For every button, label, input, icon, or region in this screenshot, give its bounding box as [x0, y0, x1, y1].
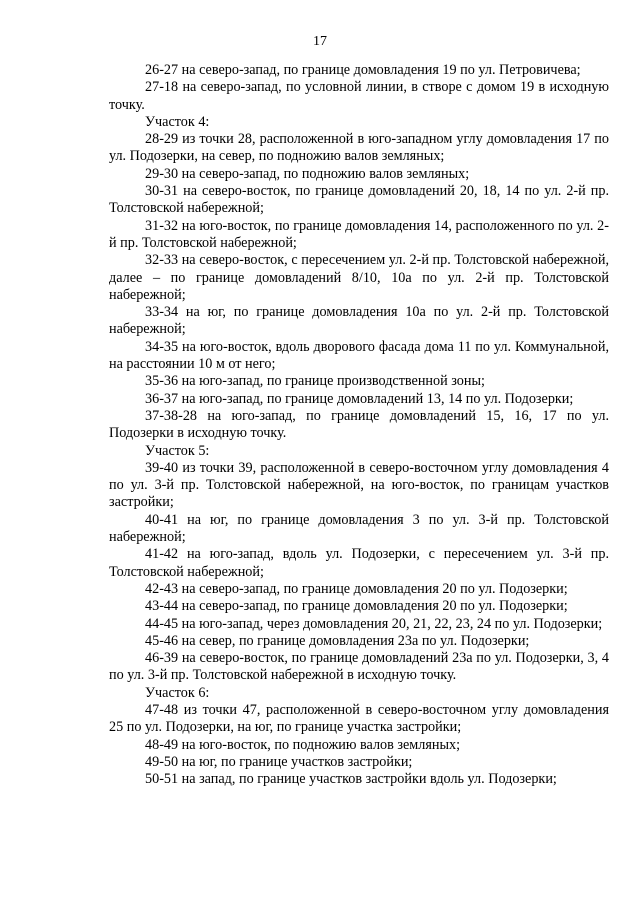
paragraph: Участок 4:: [145, 113, 210, 130]
paragraph: 37-38-28 на юго-запад, по границе домовладений 15, 16, 17 по ул. Подозерки в исходную точку.: [109, 407, 609, 442]
paragraph: 26-27 на северо-запад, по границе домовладения 19 по ул. Петровичева;: [145, 62, 581, 78]
paragraph: 40-41 на юг, по границе домовладения 3 по ул. 3-й пр. Толстовской набережной;: [109, 511, 609, 546]
paragraph: 31-32 на юго-восток, по границе домовладения 14, расположенного по ул. 2-й пр. Толстовской набережной;: [109, 217, 609, 251]
paragraph: 29-30 на северо-запад, по подножию валов земляных;: [145, 165, 470, 182]
paragraph: 49-50 на юг, по границе участков застройки;: [145, 753, 413, 770]
paragraph: 43-44 на северо-запад, по границе домовладения 20 по ул. Подозерки;: [145, 598, 568, 615]
paragraph: 48-49 на юго-восток, по подножию валов земляных;: [145, 736, 461, 753]
paragraph: 34-35 на юго-восток, вдоль дворового фасада дома 11 по ул. Коммунальной, на расстоянии 10 м от него;: [109, 338, 609, 373]
paragraph: 41-42 на юго-запад, вдоль ул. Подозерки, с пересечением ул. 3-й пр. Толстовской набережной;: [109, 546, 609, 580]
paragraph: 46-39 на северо-восток, по границе домовладений 23а по ул. Подозерки, 3, 4 по ул. 3-й пр. Толстовской набережной в исходную точку.: [109, 650, 609, 684]
paragraph: 42-43 на северо-запад, по границе домовладения 20 по ул. Подозерки;: [145, 580, 568, 597]
paragraph: 50-51 на запад, по границе участков застройки вдоль ул. Подозерки;: [145, 771, 557, 788]
paragraph: 36-37 на юго-запад, по границе домовладений 13, 14 по ул. Подозерки;: [145, 390, 574, 407]
page-number: 17: [313, 34, 327, 49]
paragraph: 27-18 на северо-запад, по условной линии, в створе с домом 19 в исходную точку.: [109, 79, 609, 113]
paragraph: 33-34 на юг, по границе домовладения 10а по ул. 2-й пр. Толстовской набережной;: [109, 304, 609, 338]
paragraph: 45-46 на север, по границе домовладения 23а по ул. Подозерки;: [145, 632, 530, 649]
paragraph: 35-36 на юго-запад, по границе производственной зоны;: [145, 373, 485, 390]
paragraph: Участок 6:: [145, 684, 210, 701]
paragraph: 47-48 из точки 47, расположенной в северо-восточном углу домовладения 25 по ул. Подозерки, на юг, по границе участка застройки;: [109, 701, 609, 736]
paragraph: 30-31 на северо-восток, по границе домовладений 20, 18, 14 по ул. 2-й пр. Толстовской набережной;: [109, 183, 609, 217]
document-body: [109, 62, 609, 788]
paragraph: Участок 5:: [145, 442, 210, 459]
paragraph: 28-29 из точки 28, расположенной в юго-западном углу домовладения 17 по ул. Подозерки, на север, по подножию валов земляных;: [109, 131, 609, 165]
paragraph: 44-45 на юго-запад, через домовладения 20, 21, 22, 23, 24 по ул. Подозерки;: [145, 615, 603, 632]
paragraph: 39-40 из точки 39, расположенной в северо-восточном углу домовладения 4 по ул. 3-й пр. Толстовской набережной, на юго-восток, по границам участков застройки;: [109, 459, 609, 511]
paragraph: 32-33 на северо-восток, с пересечением ул. 2-й пр. Толстовской набережной, далее – по границе домовладений 8/10, 10а по ул. 2-й пр. Толстовской набережной;: [109, 252, 609, 303]
